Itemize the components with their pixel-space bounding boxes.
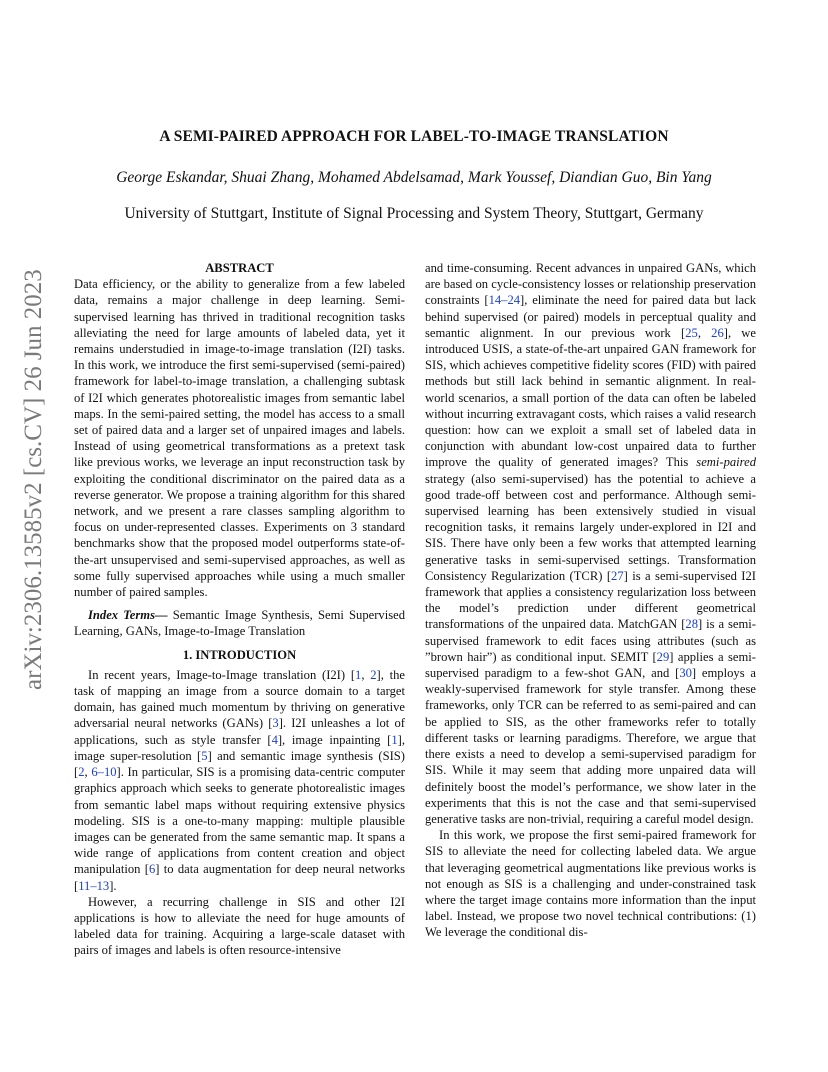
- citation-link[interactable]: 1: [355, 667, 362, 682]
- paper-title: A SEMI-PAIRED APPROACH FOR LABEL-TO-IMAGE TRANSLATION: [159, 128, 669, 145]
- text-run: ], the task of mapping an image from a source domain to a target domain, has gained much momentum by thriving on generative adversarial neural networks (GANs) [: [74, 667, 405, 731]
- citation-link[interactable]: 2: [78, 765, 85, 780]
- abstract-text: Data efficiency, or the ability to generalize from a few labeled data, remains a major challenge in deep learning. Semi-supervised learning has thrived in traditional recognition tasks alleviating the need for large amounts of labeled data, yet it remains understudied in image-to-image translation (I2I) tasks. In this work, we introduce the first semi-supervised (semi-paired) framework for label-to-image translation, a challenging subtask of I2I which generates photorealistic images from semantic label maps. In the semi-paired setting, the model has access to a small set of paired data and a larger set of unpaired images and labels. Instead of using geometrical transformations as a pretext task like previous works, we leverage an input reconstruction task by exploiting the conditional discriminator on the paired data as a reverse generator. We propose a training algorithm for this shared network, and we present a rare classes sampling algorithm to focus on under-represented classes. Experiments on 3 standard benchmarks show that the proposed model outperforms state-of-the-art unsupervised and semi-supervised approaches, as well as some fully supervised approaches while using a much smaller number of paired samples.: [74, 277, 405, 600]
- text-run: and time-consuming. Recent advances in unpaired GANs, which are based on cycle-consistency losses or relationship preservation constraints [: [425, 261, 756, 308]
- author-list: George Eskandar, Shuai Zhang, Mohamed Abdelsamad, Mark Youssef, Diandian Guo, Bin Yang: [116, 169, 712, 186]
- text-run: ]. I2I unleashes a lot of applications, such as style transfer [: [74, 716, 405, 747]
- text-run: ] is a semi-supervised I2I framework that applies a consistency regularization loss between the model’s prediction under different geometrical transformations of the unpaired data. MatchGAN [: [425, 568, 756, 632]
- affiliation: University of Stuttgart, Institute of Signal Processing and System Theory, Stuttgart, Germany: [124, 205, 704, 222]
- abstract-heading: ABSTRACT: [205, 261, 274, 275]
- citation-link[interactable]: 4: [271, 732, 278, 747]
- text-run: ,: [361, 667, 371, 682]
- citation-link[interactable]: 27: [611, 568, 624, 583]
- citation-link[interactable]: 26: [711, 325, 724, 340]
- intro-paragraph-4: In this work, we propose the first semi-paired framework for SIS to alleviate the need for collecting labeled data. We argue that leveraging geometrical augmentations like previous works is not enough as SIS is a challenging and under-constrained task where the target image contains more information than the input label. Instead, we propose two novel technical contributions: (1) We leverage the conditional dis-: [425, 828, 756, 940]
- citation-link[interactable]: 28: [685, 617, 698, 632]
- intro-paragraph-1: [74, 667, 405, 894]
- citation-link[interactable]: 6–10: [91, 765, 117, 780]
- text-run: ] applies a semi-supervised paradigm to a few-shot GAN, and [: [425, 649, 756, 681]
- text-run: strategy (also semi-supervised) has the potential to achieve a good trade-off between cost and performance. Although semi-supervised learning has been extensively studied in visual recognition tasks, it remains largely under-explored in I2I and SIS. There have only been a few works that attempted learning generative tasks in semi-supervised settings. Transformation Consistency Regularization (TCR) [: [425, 471, 756, 583]
- text-run: ].: [109, 878, 117, 893]
- emphasis: semi-paired: [696, 455, 756, 470]
- intro-paragraph-2: However, a recurring challenge in SIS and other I2I applications is how to alleviate the need for huge amounts of labeled data for training. Acquiring a large-scale dataset with pairs of images and labels is often resource-intensive: [74, 894, 405, 958]
- citation-link[interactable]: 3: [272, 716, 279, 731]
- text-run: ], eliminate the need for paired data but lack behind supervised (or paired) models in perceptual quality and semantic alignment. In our previous work [: [425, 293, 756, 340]
- right-column: [425, 260, 756, 941]
- left-column: [74, 260, 405, 959]
- index-terms-text: Semantic Image Synthesis, Semi Supervised Learning, GANs, Image-to-Image Translation: [74, 608, 406, 639]
- text-run: ,: [697, 325, 712, 340]
- index-terms: [74, 607, 405, 639]
- text-run: In recent years, Image-to-Image translation (I2I) [: [88, 667, 356, 682]
- citation-link[interactable]: 1: [391, 732, 398, 747]
- arxiv-identifier: arXiv:2306.13585v2 [cs.CV] 26 Jun 2023: [20, 269, 47, 690]
- citation-link[interactable]: 29: [656, 649, 670, 664]
- index-terms-label: Index Terms—: [88, 608, 168, 623]
- text-run: ] employs a weakly-supervised framework for style transfer. Among these frameworks, only TCR can be referred to as semi-paired and can be applied to SIS, as the other frameworks refer to totally different tasks or learning paradigms. Therefore, we argue that there exists a need to develop a semi-supervised paradigm for SIS. While it may seem that adding more unpaired data will definitely boost the model’s performance, we show later in the experiments that this is not the case and that semi-supervised generative tasks are non-trivial, requiring a careful model design.: [425, 666, 756, 826]
- intro-heading: 1. INTRODUCTION: [182, 647, 297, 662]
- text-run: ], we introduced USIS, a state-of-the-art unpaired GAN framework for SIS, which achieves competitive fidelity scores (FID) with paired methods but still lack behind in semantic alignment. In real-world scenarios, a small portion of the data can often be labeled without incurring extravagant costs, which raises a valid research question: how can we exploit a small set of labeled data in conjunction with abundant low-cost unpaired data to further improve the quality of generated images? This: [425, 325, 756, 470]
- citation-link[interactable]: 6: [148, 862, 156, 877]
- text-run: ]. In particular, SIS is a promising data-centric computer graphics approach which seeks to generate photorealistic images from semantic label maps without requiring extensive physics modeling. SIS is a one-to-many mapping: multiple plausible images can be generated from the same semantic map. It spans a wide range of applications from content creation and object manipulation [: [74, 765, 406, 877]
- citation-link[interactable]: 14–24: [488, 293, 521, 308]
- text-run: ], image super-resolution [: [74, 732, 405, 763]
- citation-link[interactable]: 25: [685, 325, 698, 340]
- citation-link[interactable]: 2: [370, 667, 377, 682]
- intro-paragraph-3: [425, 260, 756, 827]
- text-run: ], image inpainting [: [277, 732, 392, 747]
- citation-link[interactable]: 30: [679, 666, 692, 681]
- citation-link[interactable]: 5: [201, 748, 208, 763]
- text-run: ] and semantic image synthesis (SIS) [: [74, 748, 405, 780]
- text-run: ] is a semi-supervised framework to edit faces using attributes (such as ”brown hair”) as conditional input. SEMIT [: [425, 617, 756, 664]
- text-run: ] to data augmentation for deep neural networks [: [74, 862, 405, 893]
- citation-link[interactable]: 11–13: [78, 878, 110, 893]
- text-run: ,: [84, 765, 92, 780]
